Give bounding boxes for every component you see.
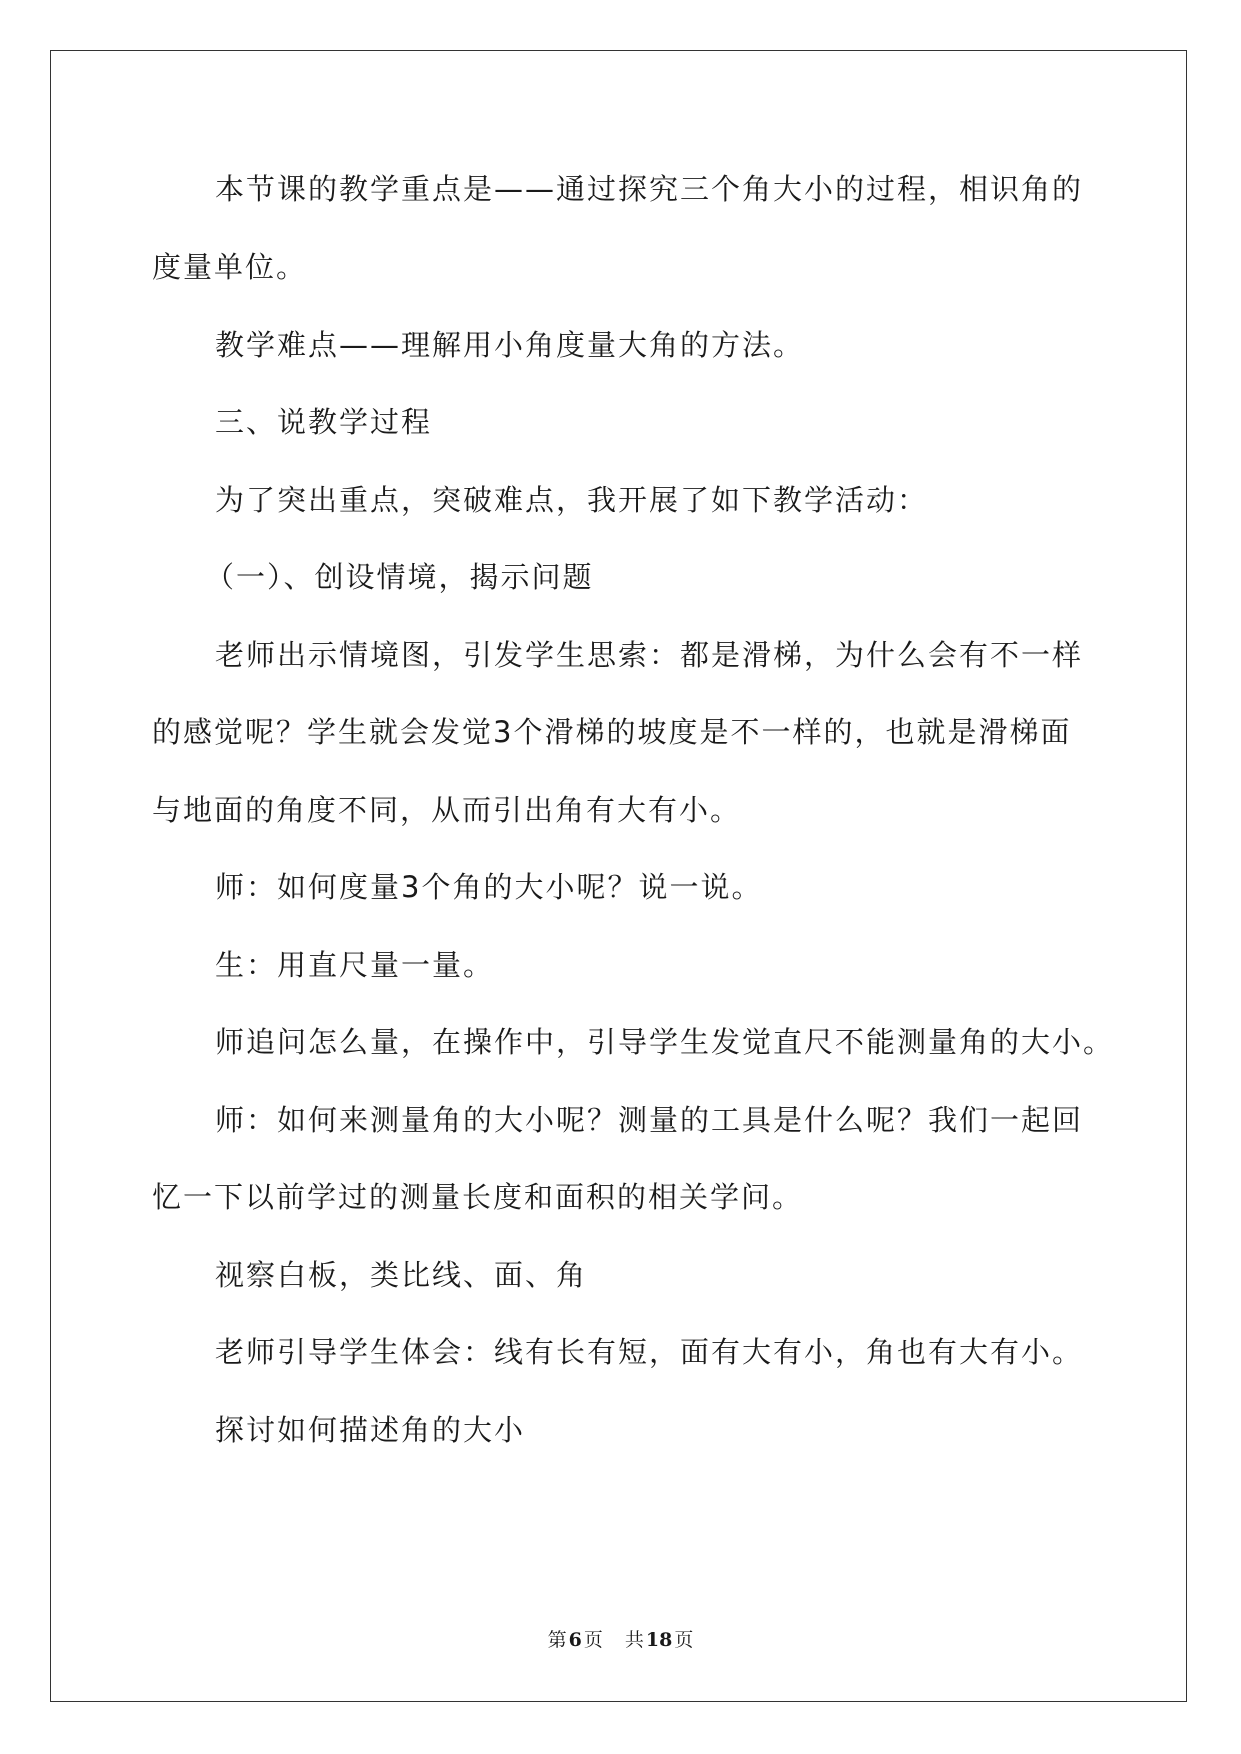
total-prefix: 共 [624,1629,644,1651]
paragraph: 与地面的角度不同，从而引出角有大有小。 [152,793,742,827]
section-heading: 三、说教学过程 [215,405,433,439]
subsection-heading: （一）、创设情境，揭示问题 [205,560,594,594]
total-pages: 18 [645,1629,673,1651]
paragraph: 师追问怎么量，在操作中，引导学生发觉直尺不能测量角的大小。 [215,1025,1115,1059]
paragraph: 老师出示情境图，引发学生思索：都是滑梯，为什么会有不一样 [215,638,1084,672]
page-prefix: 第 [547,1629,567,1651]
paragraph: 探讨如何描述角的大小 [215,1413,526,1447]
page-number: 6 [568,1629,582,1651]
paragraph: 师：如何来测量角的大小呢？测量的工具是什么呢？我们一起回 [215,1103,1084,1137]
paragraph: 教学难点——理解用小角度量大角的方法。 [215,328,805,362]
paragraph: 生：用直尺量一量。 [215,948,495,982]
page-footer [0,1629,1241,1651]
paragraph: 的感觉呢？学生就会发觉3个滑梯的坡度是不一样的，也就是滑梯面 [152,715,1072,749]
page-suffix: 页 [583,1629,603,1651]
paragraph: 老师引导学生体会：线有长有短，面有大有小，角也有大有小。 [215,1335,1084,1369]
paragraph: 忆一下以前学过的测量长度和面积的相关学问。 [152,1180,804,1214]
paragraph: 度量单位。 [152,250,308,284]
paragraph: 师：如何度量3个角的大小呢？说一说。 [215,870,763,904]
paragraph: 为了突出重点，突破难点，我开展了如下教学活动： [215,483,929,517]
paragraph: 本节课的教学重点是——通过探究三个角大小的过程，相识角的 [215,172,1084,206]
total-suffix: 页 [674,1629,694,1651]
paragraph: 视察白板，类比线、面、角 [215,1258,588,1292]
